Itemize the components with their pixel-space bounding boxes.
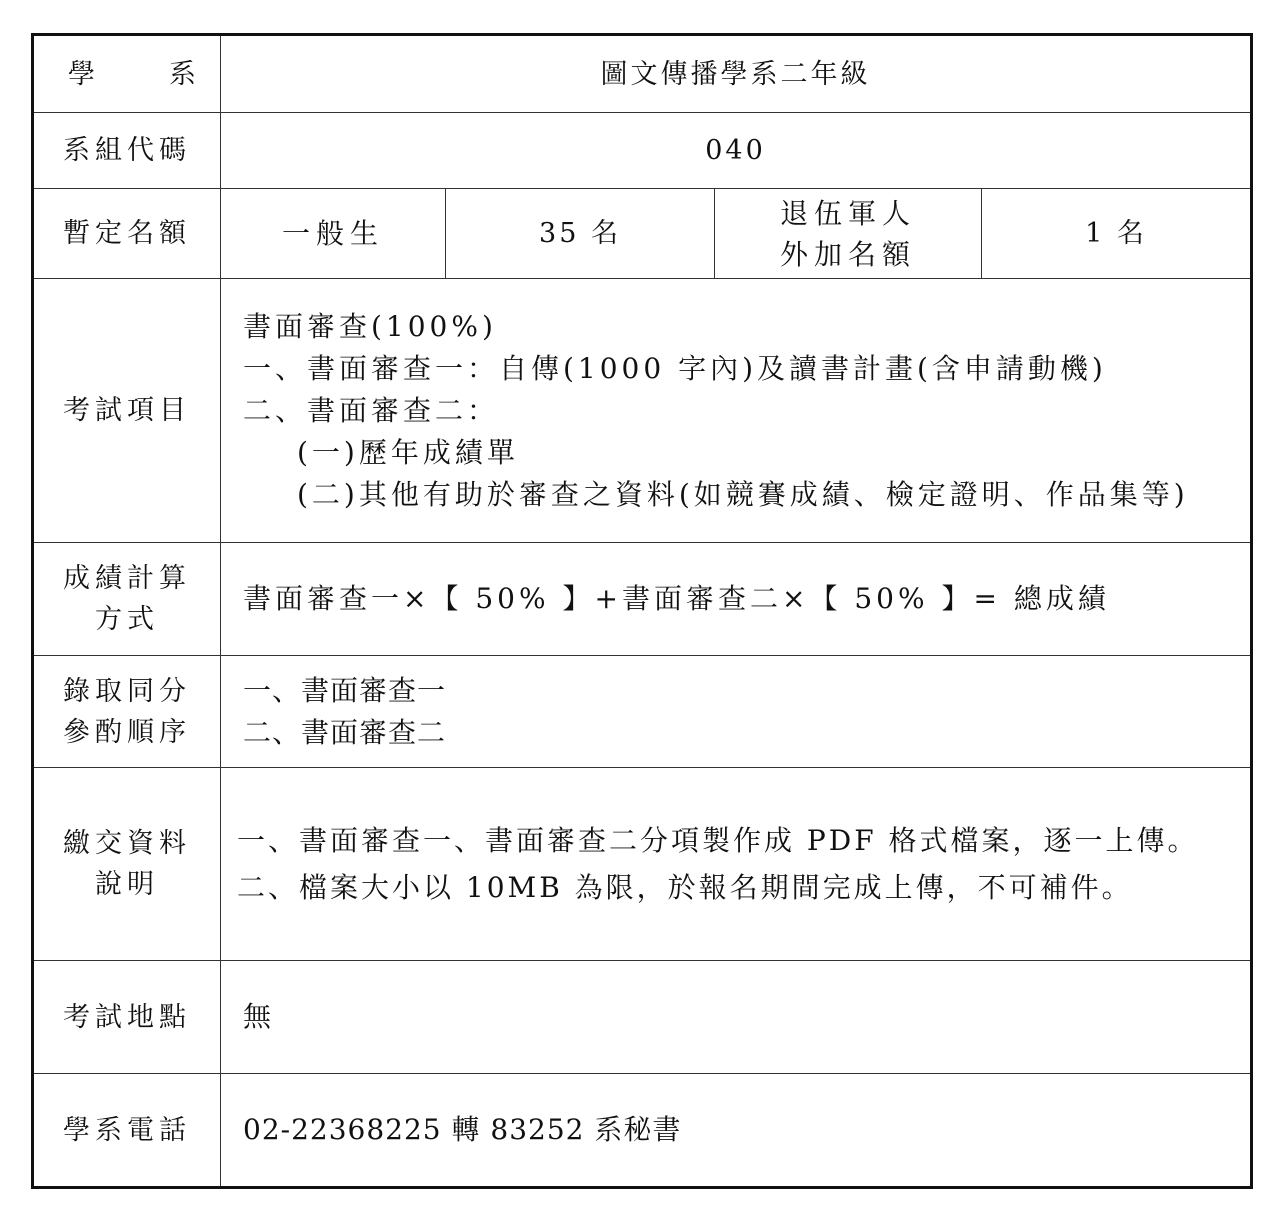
submission-line: 二、檔案大小以 10MB 為限，於報名期間完成上傳，不可補件。: [237, 871, 1133, 904]
exam-location-value: 無: [221, 961, 1252, 1074]
row-exam-location: [33, 961, 1252, 1074]
score-method-label: [33, 543, 221, 656]
department-label-char-2: 系: [169, 58, 196, 90]
exam-items-content: [221, 279, 1252, 543]
exam-location-label: 考試地點: [33, 961, 221, 1074]
admission-info-table: [31, 33, 1253, 1189]
general-student-label: 一般生: [221, 189, 446, 279]
department-value: 圖文傳播學系二年級: [221, 35, 1252, 113]
row-quota: [33, 189, 1252, 279]
department-label-char-1: 學: [68, 58, 95, 90]
general-student-quota: 35 名: [446, 189, 715, 279]
exam-line: 一、書面審查一：自傳(1000 字內)及讀書計畫(含申請動機): [243, 351, 1107, 385]
score-formula: 書面審查一×【 50% 】+書面審查二×【 50% 】= 總成績: [221, 543, 1252, 656]
dept-phone-label: 學系電話: [33, 1074, 221, 1188]
tie-breaker-label-line-2: 參酌順序: [63, 716, 191, 748]
submission-notes-label-line-2: 說明: [95, 869, 159, 900]
tie-breaker-label: [33, 656, 221, 768]
quota-label: 暫定名額: [33, 189, 221, 279]
submission-line: 一、書面審查一、書面審查二分項製作成 PDF 格式檔案，逐一上傳。: [237, 824, 1199, 857]
submission-notes-content: [221, 768, 1252, 961]
department-label-cell: [33, 35, 221, 113]
submission-notes-label-line-1: 繳交資料: [63, 828, 191, 859]
score-method-label-line-1: 成績計算: [63, 563, 191, 594]
submission-notes-label: [33, 768, 221, 961]
row-score-method: [33, 543, 1252, 656]
row-submission-notes: [33, 768, 1252, 961]
exam-sub-line: (二)其他有助於審查之資料(如競賽成績、檢定證明、作品集等): [297, 477, 1189, 511]
row-code: [33, 113, 1252, 189]
exam-line: 二、書面審查二：: [243, 393, 500, 427]
dept-phone-value: 02-22368225 轉 83252 系秘書: [221, 1074, 1252, 1188]
exam-items-label: 考試項目: [33, 279, 221, 543]
veteran-label-line-2: 外加名額: [779, 237, 916, 271]
veteran-quota: 1 名: [982, 189, 1252, 279]
tie-breaker-line: 二、書面審查二: [243, 715, 447, 749]
score-method-label-line-2: 方式: [95, 604, 159, 635]
tie-breaker-label-line-1: 錄取同分: [63, 675, 191, 707]
veteran-label-cell: [715, 189, 982, 279]
row-department: [33, 35, 1252, 113]
exam-sub-line: (一)歷年成績單: [297, 435, 519, 469]
code-value: 040: [221, 113, 1252, 189]
row-tie-breaker: [33, 656, 1252, 768]
exam-line: 書面審查(100%): [243, 309, 497, 343]
tie-breaker-line: 一、書面審查一: [243, 673, 447, 707]
veteran-label-line-1: 退伍軍人: [779, 196, 916, 230]
row-dept-phone: [33, 1074, 1252, 1188]
code-label: 系組代碼: [33, 113, 221, 189]
row-exam-items: [33, 279, 1252, 543]
tie-breaker-content: [221, 656, 1252, 768]
